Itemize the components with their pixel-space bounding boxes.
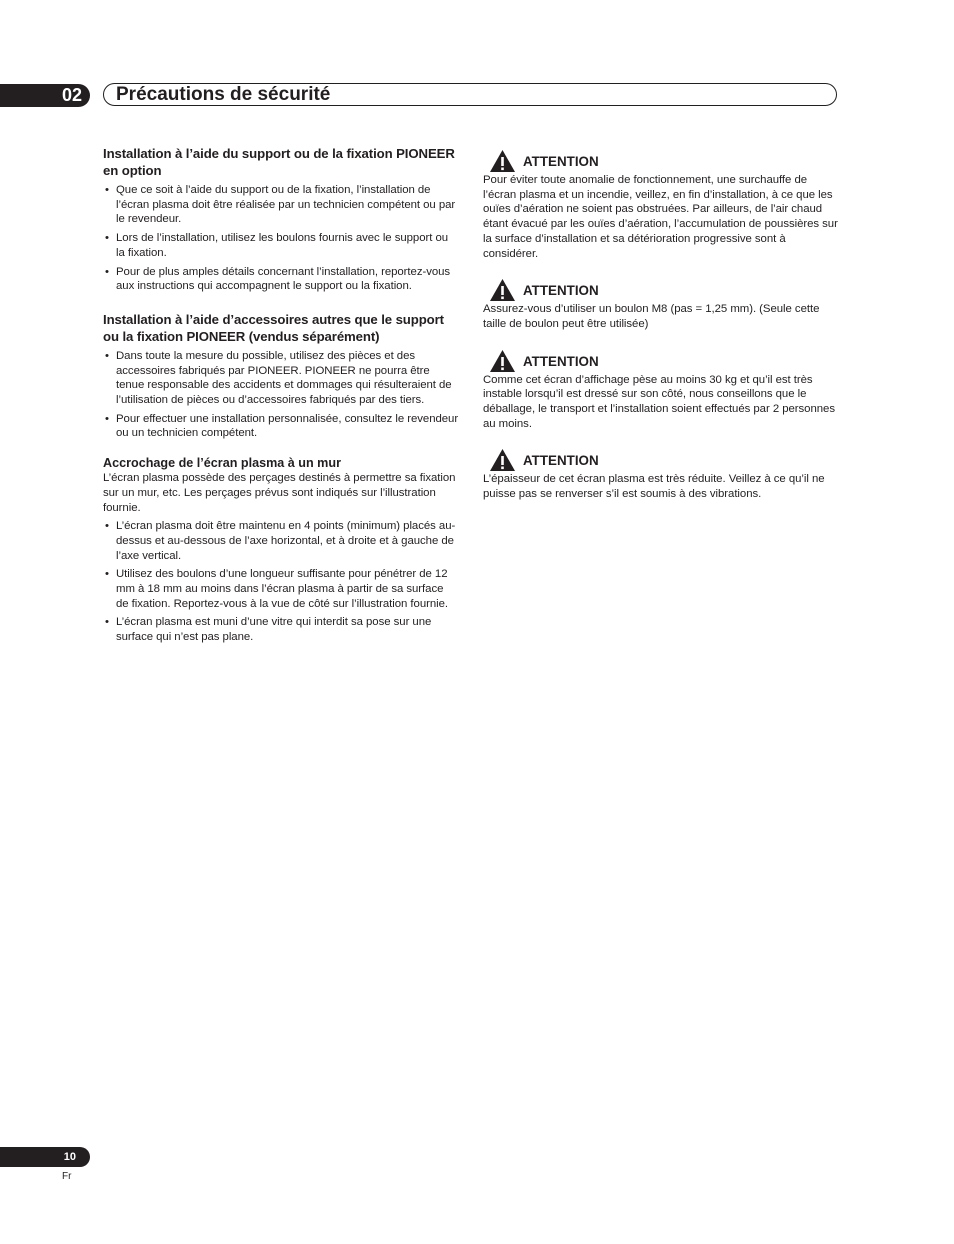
page-number-tab — [0, 1147, 90, 1167]
list-item: • Utilisez des boulons d’une longueur suffisante pour pénétrer de 12 mm à 18 mm au moins dans l’écran plasma à partir de sa surface de fixation. Reportez-vous à la vue de côté sur l’illustration fournie. — [103, 567, 459, 611]
bullet-list-other-accessories — [103, 349, 459, 441]
caution-text: Comme cet écran d’affichage pèse au moins 30 kg et qu’il est très instable lorsqu’il est dressé sur son côté, nous conseillons que le déballage, le transport et l’installation soient effectués par 2 personnes au moins. — [483, 373, 835, 430]
page-number: 10 — [63, 1151, 76, 1163]
caution-label: ATTENTION — [523, 154, 599, 169]
caution-text: Pour éviter toute anomalie de fonctionnement, une surchauffe de l’écran plasma et un incendie, veillez, en fin d’installation, à ce que les ouïes d’aération ne soient pas obstruées. Par ailleurs, de l’air chaud étant évacué par les ouïes d’aération, l’accumulation de poussières sur la surface d’installation et sa détérioration progressive sont à considérer. — [483, 174, 838, 260]
language-code: Fr — [62, 1171, 72, 1182]
caution-block — [483, 349, 839, 432]
caution-block — [483, 278, 839, 331]
list-item: • Pour de plus amples détails concernant l’installation, reportez-vous aux instructions qui accompagnent le support ou la fixation. — [103, 265, 459, 294]
caution-label: ATTENTION — [523, 283, 599, 299]
bullet-list-pioneer-stand — [103, 183, 459, 294]
list-item: • L’écran plasma doit être maintenu en 4 points (minimum) placés au-dessus et au-dessous de l’axe horizontal, et à droite et à gauche de l’axe vertical. — [103, 519, 459, 563]
list-item: • L’écran plasma est muni d’une vitre qui interdit sa pose sur une surface qui n’est pas plane. — [103, 615, 459, 644]
left-column — [103, 145, 459, 645]
warning-triangle-icon — [489, 349, 516, 373]
right-column — [483, 145, 839, 519]
wall-mount-intro: L’écran plasma possède des perçages destinés à permettre sa fixation sur un mur, etc. Les perçages prévus sont indiqués sur l’illustration fournie. — [103, 472, 456, 514]
warning-triangle-icon — [489, 448, 516, 472]
warning-triangle-icon — [489, 278, 516, 302]
page-title-box — [103, 83, 837, 106]
caution-text: Assurez-vous d’utiliser un boulon M8 (pas = 1,25 mm). (Seule cette taille de boulon peut être utilisée) — [483, 303, 820, 330]
chapter-number-tab — [0, 84, 90, 107]
list-item: • Pour effectuer une installation personnalisée, consultez le revendeur ou un technicien compétent. — [103, 412, 459, 441]
section-heading-other-accessories: Installation à l’aide d’accessoires autres que le support ou la fixation PIONEER (vendus séparément) — [103, 311, 444, 344]
bullet-list-wall-mount — [103, 519, 459, 645]
section-heading-pioneer-stand: Installation à l’aide du support ou de la fixation PIONEER en option — [103, 146, 455, 178]
list-item: • Lors de l’installation, utilisez les boulons fournis avec le support ou la fixation. — [103, 231, 459, 260]
warning-triangle-icon — [489, 149, 516, 173]
list-item: • Que ce soit à l’aide du support ou de la fixation, l’installation de l’écran plasma doit être réalisée par un technicien compétent ou par le revendeur. — [103, 183, 459, 227]
caution-label: ATTENTION — [523, 353, 599, 369]
list-item: • Dans toute la mesure du possible, utilisez des pièces et des accessoires fabriqués par PIONEER. PIONEER ne pourra être tenue responsable des accidents et dommages qui résulteraient de l’utilisation de pièces ou d’accessoires fabriqués par des tiers. — [103, 349, 459, 408]
caution-text: L’épaisseur de cet écran plasma est très réduite. Veillez à ce qu’il ne puisse pas se renverser s’il est soumis à des vibrations. — [483, 473, 825, 501]
page-title: Précautions de sécurité — [116, 84, 331, 105]
caution-label: ATTENTION — [523, 453, 599, 469]
chapter-number: 02 — [61, 85, 82, 105]
caution-block — [483, 149, 839, 261]
caution-block — [483, 448, 839, 501]
section-heading-wall-mount: Accrochage de l’écran plasma à un mur — [103, 456, 341, 471]
